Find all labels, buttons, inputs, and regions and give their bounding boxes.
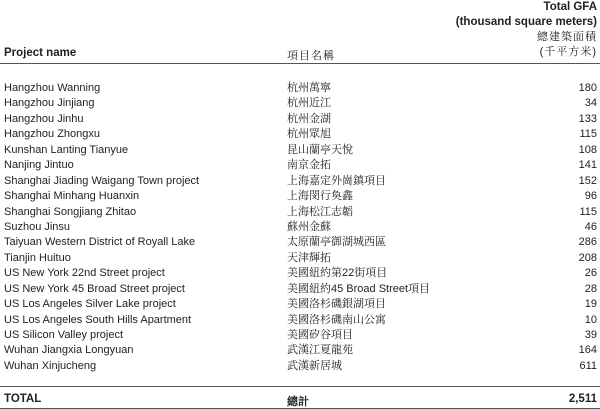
project-name: Hangzhou Zhongxu xyxy=(4,128,101,141)
gfa-title-zh: 總建築面積 xyxy=(537,31,597,43)
table-row xyxy=(0,343,600,358)
total-gfa: 2,511 xyxy=(568,393,597,405)
table-row xyxy=(0,266,600,281)
table-row xyxy=(0,235,600,250)
project-name: Wuhan Jiangxia Longyuan xyxy=(4,344,134,357)
project-name: Hangzhou Jinhu xyxy=(4,112,84,125)
total-label-zh: 總計 xyxy=(287,396,309,408)
table-row xyxy=(0,328,600,343)
project-name: US New York 22nd Street project xyxy=(4,267,165,280)
total-row xyxy=(0,393,600,408)
project-name: Shanghai Jiading Waigang Town project xyxy=(4,174,200,187)
project-name: Hangzhou Wanning xyxy=(4,82,101,94)
project-gfa: 208 xyxy=(578,251,597,264)
project-name: Shanghai Minhang Huanxin xyxy=(4,190,140,203)
project-gfa: 28 xyxy=(584,282,597,295)
table-row xyxy=(0,297,600,312)
table-row xyxy=(0,96,600,111)
project-table-body xyxy=(0,81,600,374)
project-gfa: 180 xyxy=(578,82,597,94)
table-row xyxy=(0,174,600,189)
gfa-column-header xyxy=(337,0,597,60)
project-name-zh: 南京金拓 xyxy=(287,159,331,172)
project-name-zh: 美國紐約45 Broad Street項目 xyxy=(287,282,431,295)
gfa-title: Total GFA xyxy=(543,1,597,13)
table-row xyxy=(0,205,600,220)
project-gfa: 133 xyxy=(578,112,597,125)
table-row xyxy=(0,127,600,142)
project-name-zh: 上海嘉定外崗鎮項目 xyxy=(287,174,386,187)
table-row xyxy=(0,282,600,297)
table-row xyxy=(0,81,600,96)
project-name-zh: 杭州近江 xyxy=(287,97,331,110)
project-name: Shanghai Songjiang Zhitao xyxy=(4,205,137,218)
project-gfa: 26 xyxy=(584,267,597,280)
gfa-unit-zh: (千平方米) xyxy=(539,46,597,58)
project-name-zh: 天津輝拓 xyxy=(287,251,331,264)
project-name-zh: 武漢新居城 xyxy=(287,359,342,372)
project-name-zh: 太原蘭亭御湖城西區 xyxy=(287,236,386,249)
project-name: Kunshan Lanting Tianyue xyxy=(4,143,129,156)
project-name: Nanjing Jintuo xyxy=(4,159,74,172)
project-name-zh: 蘇州金蘇 xyxy=(287,220,331,233)
project-gfa: 115 xyxy=(579,128,597,141)
project-name-zh: 武漢江夏龍苑 xyxy=(287,344,353,357)
project-name: Hangzhou Jinjiang xyxy=(4,97,95,110)
project-name: US New York 45 Broad Street project xyxy=(4,282,185,295)
table-row xyxy=(0,143,600,158)
project-gfa: 46 xyxy=(584,220,597,233)
project-name: Tianjin Huituo xyxy=(4,251,71,264)
project-name-zh: 上海閔行奐鑫 xyxy=(287,190,353,203)
project-name-zh: 杭州金湖 xyxy=(287,112,331,125)
project-name: US Los Angeles Silver Lake project xyxy=(4,298,176,311)
project-name-zh: 美國紐約第22街項目 xyxy=(287,267,388,280)
header-divider xyxy=(0,63,600,64)
project-gfa: 164 xyxy=(578,344,597,357)
project-name: Wuhan Xinjucheng xyxy=(4,359,97,372)
project-name-zh: 美國洛杉磯銀湖項目 xyxy=(287,298,386,311)
table-row xyxy=(0,220,600,235)
total-divider-top xyxy=(0,386,600,387)
table-row xyxy=(0,359,600,374)
project-gfa: 286 xyxy=(578,236,597,249)
project-name-zh: 美國洛杉磯南山公寓 xyxy=(287,313,386,326)
project-name-zh: 美國矽谷項目 xyxy=(287,329,353,341)
project-gfa: 19 xyxy=(584,298,597,311)
project-gfa: 96 xyxy=(584,190,597,203)
table-row xyxy=(0,189,600,204)
project-name: US Silicon Valley project xyxy=(4,329,124,341)
project-gfa: 108 xyxy=(578,143,597,156)
project-gfa: 10 xyxy=(584,313,597,326)
table-row xyxy=(0,251,600,266)
table-row xyxy=(0,313,600,328)
project-gfa: 141 xyxy=(578,159,597,172)
total-label: TOTAL xyxy=(4,393,42,405)
project-gfa: 34 xyxy=(584,97,597,110)
project-name-zh: 上海松江志韜 xyxy=(287,205,353,218)
table-row xyxy=(0,158,600,173)
project-gfa: 152 xyxy=(578,174,597,187)
project-name-header-zh: 項目名稱 xyxy=(287,50,335,62)
project-gfa: 611 xyxy=(579,359,597,372)
project-name-zh: 杭州眾旭 xyxy=(287,128,331,141)
project-gfa: 115 xyxy=(579,205,597,218)
project-name-zh: 杭州萬寧 xyxy=(287,82,331,94)
table-row xyxy=(0,112,600,127)
project-gfa: 39 xyxy=(584,329,597,341)
project-name: Suzhou Jinsu xyxy=(4,220,71,233)
gfa-unit: (thousand square meters) xyxy=(455,16,597,28)
project-name-zh: 昆山蘭亭天悅 xyxy=(287,143,353,156)
project-name: Taiyuan Western District of Royall Lake xyxy=(4,236,196,249)
project-name-header: Project name xyxy=(4,47,77,59)
project-name: US Los Angeles South Hills Apartment xyxy=(4,313,192,326)
